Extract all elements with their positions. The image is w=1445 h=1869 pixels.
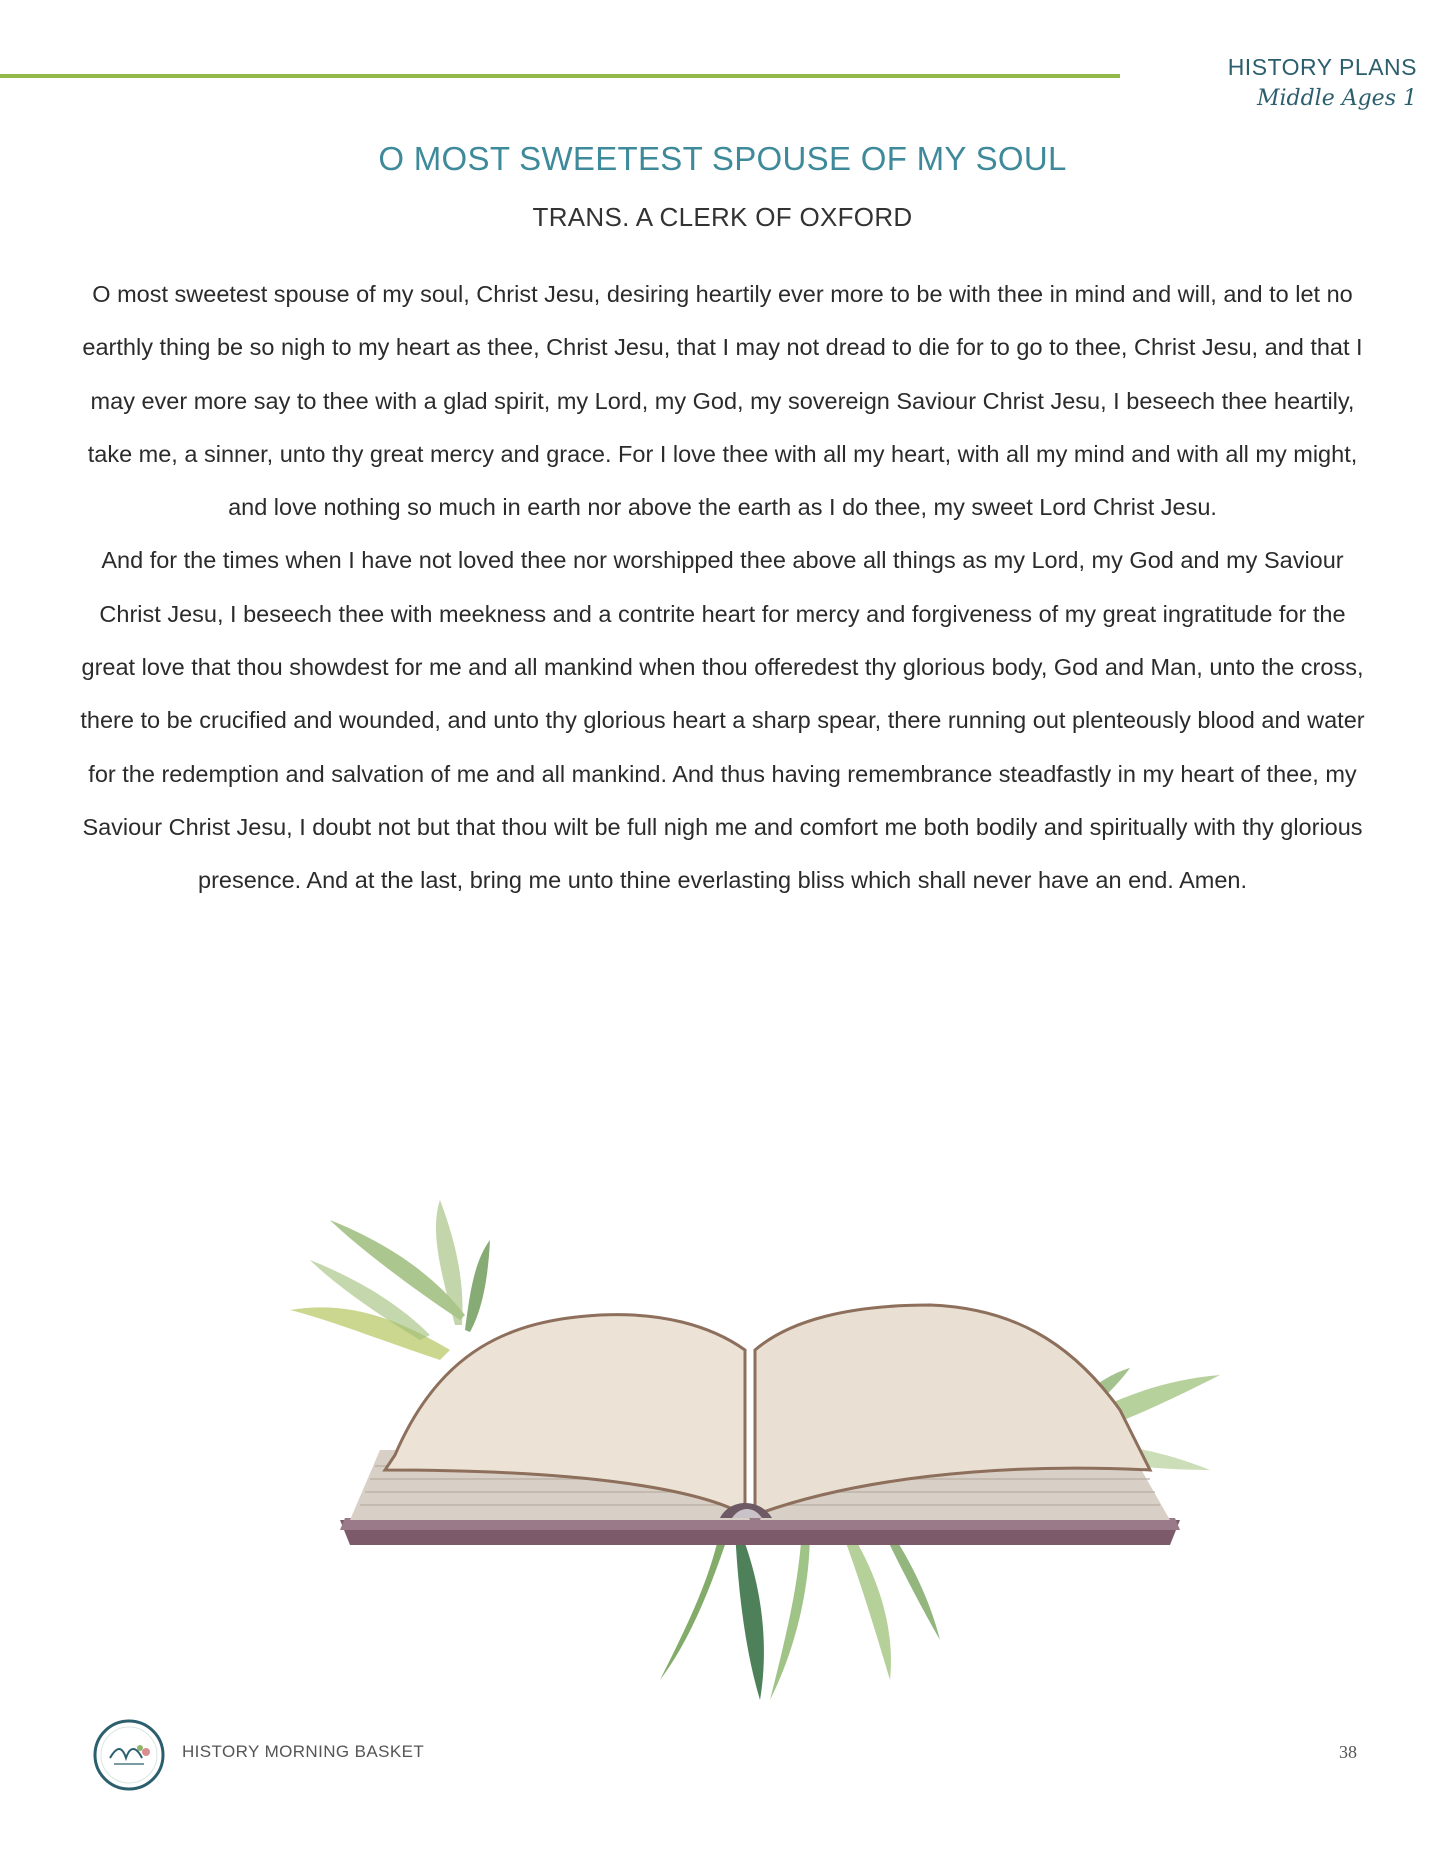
brand-logo bbox=[92, 1718, 166, 1792]
header-rule bbox=[0, 74, 1120, 78]
prayer-text bbox=[80, 268, 1365, 908]
header-title: HISTORY PLANS bbox=[1227, 54, 1417, 80]
leaf-cluster-bottom bbox=[660, 1530, 940, 1700]
footer-brand: HISTORY MORNING BASKET bbox=[182, 1742, 425, 1761]
header-subtitle: Middle Ages 1 bbox=[1256, 86, 1417, 111]
open-book-with-leaves-icon bbox=[290, 1200, 1240, 1720]
leaf-cluster-left bbox=[290, 1200, 490, 1360]
header-block bbox=[1097, 52, 1417, 114]
page-subtitle: TRANS. A CLERK OF OXFORD bbox=[532, 202, 913, 232]
paragraph-2: And for the times when I have not loved thee nor worshipped thee above all things as my Lord, my God and my Saviour Christ Jesu, I beseech thee with meekness and a contrite heart for mercy and forgiveness of my great ingratitude for the great love that thou showdest for me and all mankind when thou offeredest thy glorious body, God and Man, unto the cross, there to be crucified and wounded, and unto thy glorious heart a sharp spear, there running out plenteously blood and water for the redemption and salvation of me and all mankind. And thus having remembrance steadfastly in my heart of thee, my Saviour Christ Jesu, I doubt not but that thou wilt be full nigh me and comfort me both bodily and spiritually with thy glorious presence. And at the last, bring me unto thine everlasting bliss which shall never have an end. Amen. bbox=[80, 547, 1365, 894]
paragraph-1: O most sweetest spouse of my soul, Christ Jesu, desiring heartily ever more to be with thee in mind and will, and to let no earthly thing be so nigh to my heart as thee, Christ Jesu, that I may not dread to die for to go to thee, Christ Jesu, and that I may ever more say to thee with a glad spirit, my Lord, my God, my sovereign Saviour Christ Jesu, I beseech thee heartily, take me, a sinner, unto thy great mercy and grace. For I love thee with all my heart, with all my mind and with all my might, and love nothing so much in earth nor above the earth as I do thee, my sweet Lord Christ Jesu. bbox=[82, 281, 1363, 521]
page-title: O MOST SWEETEST SPOUSE OF MY SOUL bbox=[378, 140, 1067, 177]
page-number: 38 bbox=[1339, 1742, 1357, 1762]
